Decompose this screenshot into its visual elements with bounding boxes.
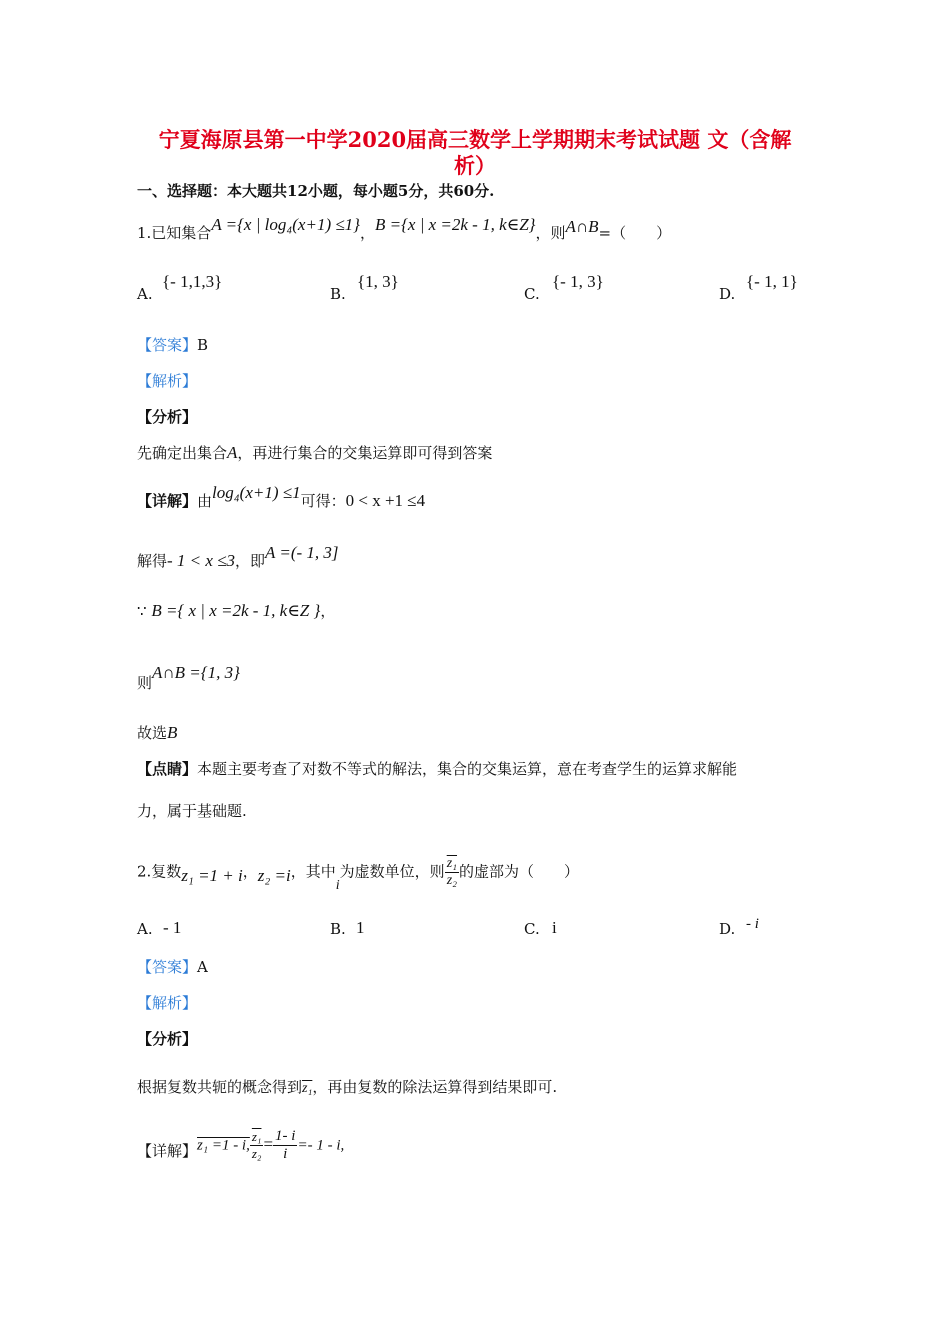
q1-guxuan-row	[137, 722, 177, 743]
q1-answer-row	[137, 334, 208, 355]
q1-answer: B	[197, 336, 209, 354]
doc-title-line1: 宁夏海原县第一中学2020届高三数学上学期期末考试试题 文（含解	[158, 127, 792, 152]
q1-ze: 则	[137, 674, 153, 692]
q2-jiexi-tag: 【解析】	[137, 994, 198, 1012]
q1-answer-tag: 【答案】	[137, 336, 198, 354]
q2-option-c-value: i	[552, 918, 557, 937]
q1-guxuan: 故选	[137, 724, 168, 742]
q1-analysis-text: 先确定出集合	[137, 444, 228, 462]
q2-i-var: i	[335, 877, 340, 893]
q2-detail-frac2-den: i	[283, 1146, 288, 1162]
q2-detail-part1: z₁ =1 - i,	[197, 1137, 250, 1154]
q1-detail-kede: 可得：	[300, 492, 346, 510]
q1-solve-row	[137, 543, 339, 571]
q2-sep: ，	[242, 862, 258, 881]
q2-answer-row	[137, 956, 208, 977]
q2-option-d-value: - i	[746, 916, 759, 932]
q1-analysis-var: A	[227, 443, 238, 462]
q1-tail: =（ ）	[598, 224, 672, 242]
q2-detail-eq: =	[263, 1134, 274, 1154]
q1-guxuan-var: B	[167, 723, 178, 742]
q2-answer: A	[197, 958, 208, 976]
q1-dianjing-text2: 力，属于基础题.	[137, 802, 247, 820]
q2-z2: z₂ =i	[257, 865, 291, 885]
q1-dianjing-row1	[137, 758, 737, 779]
q1-ze-expr: A∩B ={1, 3}	[152, 663, 240, 682]
q2-answer-tag: 【答案】	[137, 958, 198, 976]
q1-jiexi-tag: 【解析】	[137, 372, 198, 390]
q1-because-row	[137, 600, 335, 621]
q2-detail-tag: 【详解】	[137, 1141, 198, 1160]
q2-detail-frac1	[250, 1129, 264, 1162]
q2-detail-frac2	[273, 1128, 297, 1163]
q1-prefix: 1.已知集合	[137, 224, 212, 242]
q2-weixushu: 为虚数单位，则	[339, 862, 445, 881]
q2-option-c-label: C.	[524, 920, 540, 938]
q2-qizhong: ，其中	[290, 862, 336, 881]
q1-detail-you: 由	[197, 492, 213, 510]
q1-ze-row	[137, 663, 240, 693]
q2-option-b-value: 1	[356, 918, 365, 937]
q1-stem	[137, 215, 672, 243]
q2-analysis-text2: ，再由复数的除法运算得到结果即可.	[312, 1078, 558, 1096]
q1-option-b-label: B.	[330, 285, 346, 303]
q1-dianjing-text1: 本题主要考查了对数不等式的解法，集合的交集运算，意在考查学生的运算求解能	[197, 760, 738, 778]
q2-fraction	[445, 856, 459, 889]
q1-option-c-label: C.	[524, 285, 540, 303]
q2-prefix: 2.复数	[137, 862, 182, 881]
q1-solve-a: A =(- 1, 3]	[265, 543, 339, 562]
q2-detail-frac1-den: z₂	[251, 1146, 262, 1161]
q1-fenxi-tag: 【分析】	[137, 408, 198, 426]
q1-expr: A∩B	[565, 217, 599, 236]
q1-detail-row	[137, 483, 426, 511]
q1-detail-log: log₄(x+1) ≤1	[212, 483, 301, 502]
section-heading: 一、选择题：本大题共12小题，每小题5分，共60分.	[137, 182, 495, 200]
q2-frac-den: z₂	[446, 873, 458, 888]
q2-option-a-label: A.	[137, 920, 153, 938]
q1-solve-ineq: - 1 < x ≤3	[167, 551, 236, 570]
q1-analysis-text2: ，再进行集合的交集运算即可得到答案	[237, 444, 493, 462]
q2-analysis	[137, 1076, 557, 1097]
q2-stem	[137, 856, 580, 893]
q1-detail-tag: 【详解】	[137, 492, 198, 510]
doc-title-line2: 析）	[454, 153, 496, 178]
q1-solve-prefix: 解得	[137, 552, 168, 570]
q2-fenxi-tag: 【分析】	[137, 1030, 198, 1048]
q2-option-d-label: D.	[719, 920, 736, 938]
q2-analysis-text: 根据复数共轭的概念得到	[137, 1078, 303, 1096]
q2-detail-row	[137, 1128, 344, 1163]
q1-set-a: A ={x | log₄(x+1) ≤1}	[211, 215, 360, 234]
q2-detail-frac1-num: z₁	[251, 1129, 262, 1144]
q1-analysis	[137, 442, 492, 463]
q2-tail: 的虚部为（ ）	[459, 862, 580, 881]
q1-set-b: B ={x | x =2k - 1, k∈Z}	[375, 215, 536, 234]
because-symbol: ∵	[137, 602, 147, 620]
q1-detail-ineq: 0 < x +1 ≤4	[345, 491, 426, 510]
q2-detail-result: =- 1 - i,	[297, 1137, 345, 1154]
q1-comma: ，	[359, 224, 375, 242]
q2-z1: z₁ =1 + i	[181, 865, 243, 885]
q1-option-d-label: D.	[719, 285, 736, 303]
q1-option-d-value: {- 1, 1}	[746, 272, 798, 291]
q2-frac-num: z₁	[446, 856, 458, 871]
q1-option-c-value: {- 1, 3}	[552, 272, 604, 291]
q2-analysis-var: z₁	[302, 1081, 313, 1096]
q1-option-a-label: A.	[137, 285, 153, 303]
q1-solve-ji: ，即	[235, 552, 266, 570]
q1-option-a-value: {- 1,1,3}	[162, 272, 223, 291]
q1-because-tail: ，	[320, 602, 336, 620]
q2-detail-frac2-num: 1- i	[275, 1128, 296, 1144]
q1-then: ，则	[535, 224, 566, 242]
q2-option-a-value: - 1	[163, 918, 182, 937]
q1-option-b-value: {1, 3}	[357, 272, 399, 291]
q1-because-b: B ={ x | x =2k - 1, k∈Z }	[151, 601, 321, 620]
q1-dianjing-tag: 【点睛】	[137, 760, 198, 778]
q2-option-b-label: B.	[330, 920, 346, 938]
